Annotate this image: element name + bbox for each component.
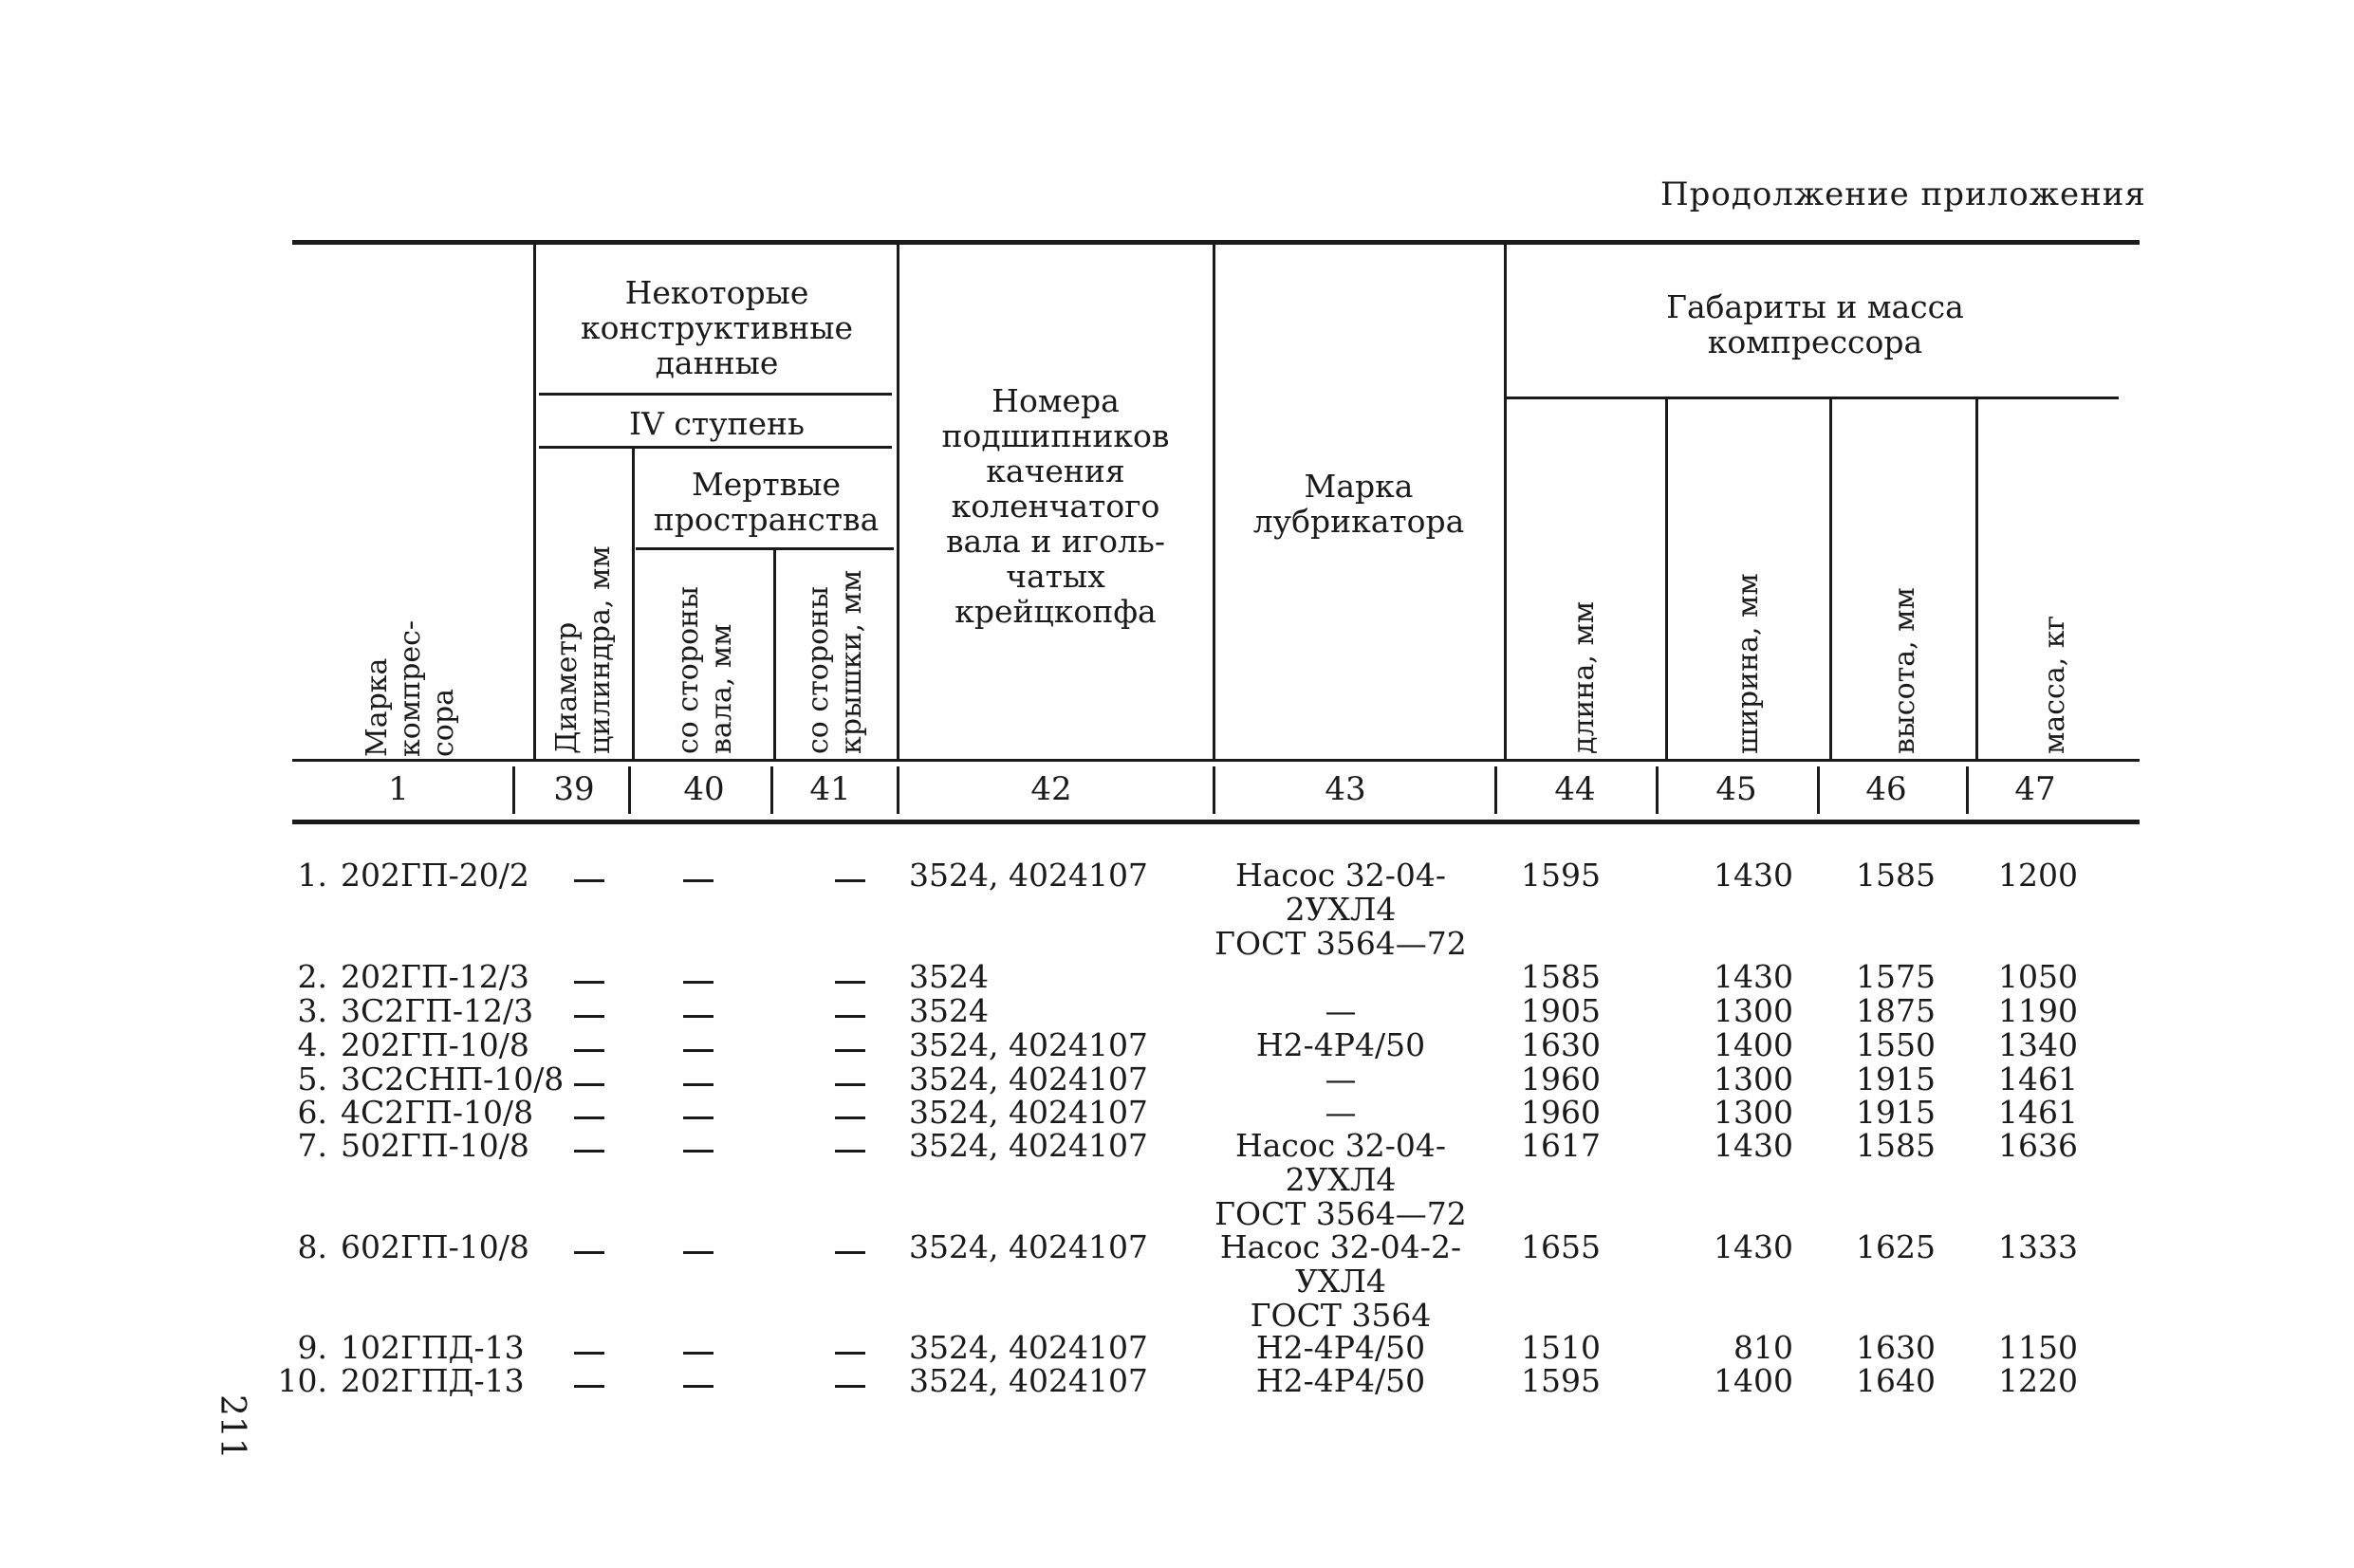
row-length: 1510 bbox=[1521, 1329, 1601, 1366]
row-height: 1630 bbox=[1856, 1329, 1936, 1366]
row-mass: 1200 bbox=[1998, 857, 2078, 894]
row-model: 4С2ГП-10/8 bbox=[341, 1094, 534, 1131]
row-lubricator: Н2-4Р4/50 bbox=[1255, 1026, 1426, 1063]
dash-shaft-side bbox=[683, 1385, 714, 1388]
col-sep-46 bbox=[1975, 398, 1978, 759]
dash-shaft-side bbox=[683, 1116, 714, 1119]
row-model: 3С2СНП-10/8 bbox=[341, 1061, 565, 1098]
row-length: 1595 bbox=[1521, 857, 1601, 894]
row-width: 1300 bbox=[1714, 1094, 1793, 1131]
row-lubricator: Н2-4Р4/50 bbox=[1255, 1329, 1426, 1366]
row-length: 1960 bbox=[1521, 1094, 1601, 1131]
row-width: 1400 bbox=[1714, 1026, 1793, 1063]
construct-group-rule bbox=[539, 393, 892, 396]
header-cover-side: со стороны крышки, мм bbox=[802, 569, 868, 754]
header-lubricator: Марка лубрикатора bbox=[1252, 468, 1465, 540]
dash-cover-side bbox=[835, 1049, 865, 1052]
num-sep-44 bbox=[1656, 766, 1659, 814]
row-height: 1625 bbox=[1856, 1228, 1936, 1265]
row-bearings: 3524 bbox=[909, 958, 989, 995]
row-width: 1430 bbox=[1714, 1228, 1793, 1265]
row-length: 1960 bbox=[1521, 1061, 1601, 1098]
colnum-40: 40 bbox=[683, 770, 725, 808]
row-number: 3. bbox=[297, 992, 327, 1029]
row-bearings: 3524, 4024107 bbox=[909, 1061, 1148, 1098]
row-lubricator: Н2-4Р4/50 bbox=[1255, 1362, 1426, 1399]
dead-space-rule bbox=[636, 547, 894, 550]
row-width: 1300 bbox=[1714, 1061, 1793, 1098]
row-height: 1915 bbox=[1856, 1094, 1936, 1131]
num-sep-39 bbox=[628, 766, 631, 814]
header-length: длина, мм bbox=[1567, 600, 1601, 754]
colnum-39: 39 bbox=[553, 770, 595, 808]
table-top-rule bbox=[292, 240, 2140, 245]
row-mass: 1220 bbox=[1998, 1362, 2078, 1399]
header-construct-group: Некоторые конструктивные данные bbox=[580, 274, 853, 381]
row-length: 1595 bbox=[1521, 1362, 1601, 1399]
dash-diameter bbox=[574, 981, 604, 984]
row-model: 502ГП-10/8 bbox=[341, 1127, 529, 1164]
row-number: 8. bbox=[297, 1228, 327, 1265]
row-length: 1617 bbox=[1521, 1127, 1601, 1164]
row-height: 1550 bbox=[1856, 1026, 1936, 1063]
dash-cover-side bbox=[835, 1083, 865, 1086]
dash-cover-side bbox=[835, 879, 865, 882]
row-width: 1430 bbox=[1714, 1127, 1793, 1164]
row-lubricator: Насос 32-04-2- УХЛ4 ГОСТ 3564 bbox=[1219, 1228, 1462, 1334]
header-mass: масса, кг bbox=[2038, 615, 2071, 754]
row-mass: 1461 bbox=[1998, 1061, 2078, 1098]
row-bearings: 3524, 4024107 bbox=[909, 1127, 1148, 1164]
row-bearings: 3524 bbox=[909, 992, 989, 1029]
colnum-1: 1 bbox=[388, 770, 409, 808]
row-lubricator: Насос 32-04- 2УХЛ4 ГОСТ 3564—72 bbox=[1214, 857, 1467, 962]
row-model: 202ГП-12/3 bbox=[341, 958, 529, 995]
dash-shaft-side bbox=[683, 981, 714, 984]
row-height: 1640 bbox=[1856, 1362, 1936, 1399]
dash-shaft-side bbox=[683, 1015, 714, 1018]
dash-cover-side bbox=[835, 1150, 865, 1153]
row-number: 10. bbox=[277, 1362, 327, 1399]
num-sep-46 bbox=[1966, 766, 1969, 814]
dash-diameter bbox=[574, 1251, 604, 1254]
col-sep-44 bbox=[1665, 398, 1668, 759]
row-length: 1905 bbox=[1521, 992, 1601, 1029]
header-width: ширина, мм bbox=[1732, 573, 1765, 754]
dash-shaft-side bbox=[683, 1150, 714, 1153]
row-width: 1400 bbox=[1714, 1362, 1793, 1399]
col-sep-40 bbox=[773, 550, 776, 759]
col-sep-39 bbox=[632, 448, 635, 759]
row-width: 1430 bbox=[1714, 857, 1793, 894]
colnum-42: 42 bbox=[1030, 770, 1072, 808]
header-height: высота, мм bbox=[1888, 587, 1921, 754]
dash-diameter bbox=[574, 1385, 604, 1388]
row-width: 1300 bbox=[1714, 992, 1793, 1029]
row-mass: 1461 bbox=[1998, 1094, 2078, 1131]
row-bearings: 3524, 4024107 bbox=[909, 1228, 1148, 1265]
row-mass: 1190 bbox=[1998, 992, 2078, 1029]
row-mass: 1333 bbox=[1998, 1228, 2078, 1265]
num-sep-41 bbox=[897, 766, 899, 814]
header-bottom-rule bbox=[292, 759, 2140, 762]
row-bearings: 3524, 4024107 bbox=[909, 857, 1148, 894]
page-number: 211 bbox=[213, 1394, 251, 1460]
row-lubricator: — bbox=[1325, 992, 1357, 1029]
dash-shaft-side bbox=[683, 1049, 714, 1052]
stage-rule bbox=[539, 446, 892, 449]
row-lubricator: Насос 32-04- 2УХЛ4 ГОСТ 3564—72 bbox=[1214, 1127, 1467, 1232]
row-model: 202ГП-20/2 bbox=[341, 857, 529, 894]
page-header: Продолжение приложения bbox=[1660, 175, 2146, 213]
dash-cover-side bbox=[835, 1352, 865, 1355]
dash-cover-side bbox=[835, 1116, 865, 1119]
dash-diameter bbox=[574, 1083, 604, 1086]
dash-shaft-side bbox=[683, 1251, 714, 1254]
colnum-41: 41 bbox=[809, 770, 851, 808]
row-mass: 1636 bbox=[1998, 1127, 2078, 1164]
colnum-43: 43 bbox=[1325, 770, 1366, 808]
row-width: 810 bbox=[1733, 1329, 1793, 1366]
row-lubricator: — bbox=[1325, 1061, 1357, 1098]
row-bearings: 3524, 4024107 bbox=[909, 1026, 1148, 1063]
colnum-bottom-rule bbox=[292, 820, 2140, 824]
dash-diameter bbox=[574, 1116, 604, 1119]
row-height: 1915 bbox=[1856, 1061, 1936, 1098]
row-model: 102ГПД-13 bbox=[341, 1329, 525, 1366]
row-model: 202ГПД-13 bbox=[341, 1362, 525, 1399]
row-mass: 1150 bbox=[1998, 1329, 2078, 1366]
dash-diameter bbox=[574, 879, 604, 882]
col-sep-42 bbox=[1213, 245, 1215, 759]
header-shaft-side: со стороны вала, мм bbox=[672, 586, 738, 754]
dims-group-rule bbox=[1507, 397, 2119, 399]
dash-diameter bbox=[574, 1015, 604, 1018]
col-sep-41 bbox=[897, 245, 899, 759]
dash-shaft-side bbox=[683, 1352, 714, 1355]
row-bearings: 3524, 4024107 bbox=[909, 1094, 1148, 1131]
row-number: 4. bbox=[297, 1026, 327, 1063]
row-number: 1. bbox=[297, 857, 327, 894]
row-number: 2. bbox=[297, 958, 327, 995]
row-model: 202ГП-10/8 bbox=[341, 1026, 529, 1063]
colnum-47: 47 bbox=[2014, 770, 2056, 808]
num-sep-1 bbox=[512, 766, 515, 814]
row-model: 602ГП-10/8 bbox=[341, 1228, 529, 1265]
dash-cover-side bbox=[835, 1015, 865, 1018]
row-mass: 1050 bbox=[1998, 958, 2078, 995]
num-sep-40 bbox=[770, 766, 773, 814]
header-diameter: Диаметр цилиндра, мм bbox=[550, 545, 617, 754]
colnum-45: 45 bbox=[1715, 770, 1757, 808]
col-sep-1 bbox=[533, 245, 536, 759]
row-mass: 1340 bbox=[1998, 1026, 2078, 1063]
num-sep-45 bbox=[1817, 766, 1820, 814]
dash-shaft-side bbox=[683, 879, 714, 882]
dash-diameter bbox=[574, 1352, 604, 1355]
row-height: 1585 bbox=[1856, 1127, 1936, 1164]
row-number: 7. bbox=[297, 1127, 327, 1164]
row-length: 1585 bbox=[1521, 958, 1601, 995]
row-number: 6. bbox=[297, 1094, 327, 1131]
dash-diameter bbox=[574, 1150, 604, 1153]
row-height: 1875 bbox=[1856, 992, 1936, 1029]
row-bearings: 3524, 4024107 bbox=[909, 1329, 1148, 1366]
row-lubricator: — bbox=[1325, 1094, 1357, 1131]
row-height: 1575 bbox=[1856, 958, 1936, 995]
row-model: 3С2ГП-12/3 bbox=[341, 992, 534, 1029]
col-sep-45 bbox=[1829, 398, 1832, 759]
row-bearings: 3524, 4024107 bbox=[909, 1362, 1148, 1399]
header-stage: IV ступень bbox=[629, 405, 805, 442]
row-length: 1655 bbox=[1521, 1228, 1601, 1265]
dash-cover-side bbox=[835, 1385, 865, 1388]
num-sep-43 bbox=[1494, 766, 1497, 814]
header-bearings: Номера подшипников качения коленчатого вала и иголь- чатых крейцкопфа bbox=[941, 382, 1170, 630]
header-dead-spaces: Мертвые пространства bbox=[653, 466, 880, 538]
colnum-46: 46 bbox=[1865, 770, 1907, 808]
row-number: 9. bbox=[297, 1329, 327, 1366]
colnum-44: 44 bbox=[1554, 770, 1596, 808]
row-number: 5. bbox=[297, 1061, 327, 1098]
row-height: 1585 bbox=[1856, 857, 1936, 894]
dash-cover-side bbox=[835, 981, 865, 984]
dash-shaft-side bbox=[683, 1083, 714, 1086]
row-length: 1630 bbox=[1521, 1026, 1601, 1063]
num-sep-42 bbox=[1213, 766, 1215, 814]
row-width: 1430 bbox=[1714, 958, 1793, 995]
header-model: Марка компрес- сора bbox=[361, 619, 460, 757]
header-dims-group: Габариты и масса компрессора bbox=[1666, 288, 1964, 360]
dash-diameter bbox=[574, 1049, 604, 1052]
dash-cover-side bbox=[835, 1251, 865, 1254]
